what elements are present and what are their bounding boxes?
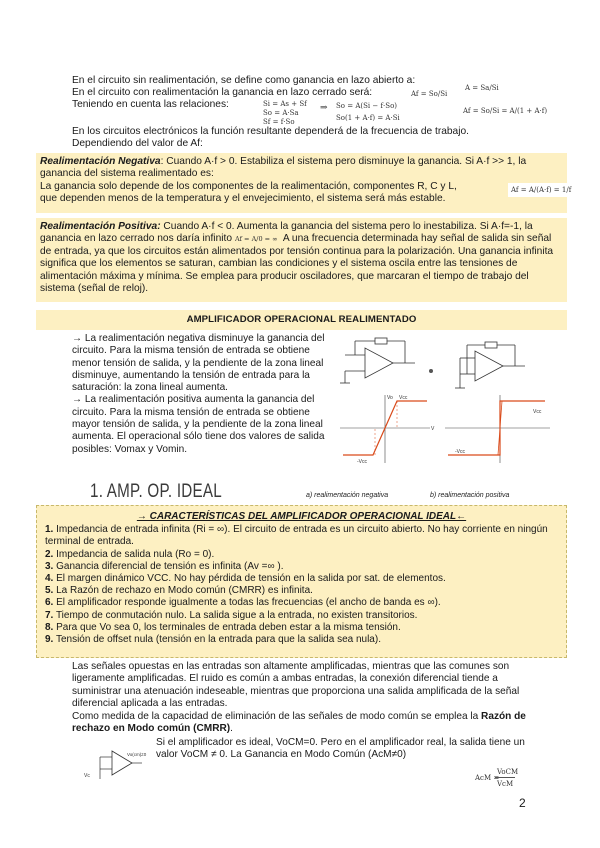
common-mode-ideal-text: Si el amplificador es ideal, VoCM=0. Pero en el amplificador real, la salida tiene un valor VoCM ≠ 0. La Ganancia en Modo Común (AcM≠0): [156, 737, 525, 761]
formula-af-result: Af = So/Si = A/(1 + A·f): [463, 107, 548, 115]
opamp-negative-circuit: [340, 338, 415, 383]
positive-feedback-text: Realimentación Positiva: Cuando A·f < 0. Aumenta la ganancia del sistema pero lo inestabiliza. Si A·f=-1, la ganancia en lazo cerrado nos daría infinito Af = A/0 = ∞ A una frecuencia determinada hay señal de salida sin señal de entrada, ya que los circuitos están alimentados por tensión continua para la polarización. Una ganancia infinita significa que los elementos se saturan, cambian las condiciones y el sistema oscila entre las tensiones de alimentación máxima y mínima. Se emplea para producir osciladores, que marcaran el tiempo de trabajo del sistema (señal de reloj).: [40, 221, 554, 295]
list-item: 2. Impedancia de salida nula (Ro = 0).: [45, 548, 215, 560]
common-mode-paragraph-1: Las señales opuestas en las entradas son altamente amplificadas, mientras que las comunes son ligeramente amplificadas. El ruido es común a ambas entradas, la conexión diferencial tiende a suministrar una atenuación indeseable, mientras que proporciona una salida amplificada de la señal diferencial aplicada a las entradas.: [72, 661, 520, 710]
list-item: 1. Impedancia de entrada infinita (Ri = ∞). El circuito de entrada es un circuito abierto. No hay corriente en ningún terminal de entrada.: [45, 524, 548, 548]
list-item: 3. Ganancia diferencial de tensión es infinita (Av =∞ ).: [45, 560, 284, 572]
formula-relations-3: Sf = f·So: [263, 118, 295, 126]
cmrr-term: Razón de rechazo en Modo común (CMRR): [72, 710, 526, 735]
intro-line-2: En el circuito con realimentación la ganancia en lazo cerrado será:: [72, 87, 373, 98]
positive-feedback-label: Realimentación Positiva:: [40, 221, 161, 232]
fraction-bar: [495, 777, 515, 778]
feedback-diagrams: [335, 333, 565, 483]
caption-positive: b) realimentación positiva: [430, 492, 510, 499]
common-mode-opamp-diagram: [80, 745, 155, 785]
formula-negative-approx: Af = A/(A·f) = 1/f: [508, 183, 574, 197]
formula-implies: ⇒: [320, 103, 328, 113]
feedback-positive-paragraph: → La realimentación positiva aumenta la ganancia del circuito. Para la misma tensión de entrada se obtiene mayor tensión de salida, y la pendiente de la zona lineal aumenta. El operacional sólo tiene dos valores de salida posibles: Vomax y Vomin.: [72, 394, 325, 455]
negative-feedback-text-1: Realimentación Negativa: Cuando A·f > 0. Estabiliza el sistema pero disminuye la ganancia. Si A·f >> 1, la ganancia del sistema realimentado es:: [40, 156, 527, 180]
vcc-label-b: Vcc: [533, 409, 542, 415]
input-label: Vc: [84, 773, 90, 779]
formula-a-open: A = Sa/Si: [465, 84, 499, 92]
intro-line-1: En el circuito sin realimentación, se define como ganancia en lazo abierto a:: [72, 75, 416, 86]
ideal-characteristics-box: [36, 505, 567, 658]
output-label: Vo(cm)≠0: [127, 752, 147, 757]
intro-line-5: Dependiendo del valor de Af:: [72, 138, 203, 149]
page-number: 2: [519, 796, 526, 810]
formula-relations-result-1: So = A(Si − f·So): [336, 102, 398, 110]
characteristics-title: → CARACTERÍSTICAS DEL AMPLIFICADOR OPERACIONAL IDEAL←: [136, 511, 467, 522]
list-item: 4. El margen dinámico VCC. No hay pérdida de tensión en la salida por sat. de elementos.: [45, 573, 446, 585]
caption-negative: a) realimentación negativa: [306, 492, 389, 499]
formula-relations-2: So = A·Sa: [263, 109, 299, 117]
opamp-positive-circuit: [455, 342, 525, 388]
negative-feedback-box: [36, 153, 572, 213]
acm-formula-numerator: VoCM: [497, 768, 519, 776]
list-item: 9. Tensión de offset nula (tensión en la entrada para que la salida sea nula).: [45, 634, 381, 646]
transfer-curve-positive: [445, 395, 550, 463]
characteristics-list: [45, 524, 558, 646]
axis-vo-label-a: Vo: [387, 395, 393, 401]
intro-line-3: Teniendo en cuenta las relaciones:: [72, 99, 229, 110]
formula-relations-1: Si = As + Sf: [263, 100, 307, 108]
positive-feedback-box: [36, 218, 567, 302]
formula-positive-infinite: Af = A/0 = ∞: [235, 235, 278, 244]
negative-feedback-label: Realimentación Negativa: [40, 156, 161, 167]
circuit-dot-icon: [429, 369, 433, 373]
vee-label-a: -Vcc: [357, 459, 367, 465]
formula-af-closed: Af = So/Si: [411, 90, 448, 98]
vee-label-b: -Vcc: [455, 449, 465, 455]
list-item: 5. La Razón de rechazo en Modo común (CMRR) es infinita.: [45, 585, 313, 597]
axis-v-label-a: V: [431, 426, 435, 432]
list-item: 8. Para que Vo sea 0, los terminales de entrada deben estar a la misma tensión.: [45, 621, 401, 633]
list-item: 7. Tiempo de conmutación nulo. La salida sigue a la entrada, no existen transitorios.: [45, 609, 418, 621]
negative-feedback-text-2: La ganancia solo depende de los componentes de la realimentación, componentes R, C y L, que dependen menos de la temperatura y el envejecimiento, el sistema será más estable.: [40, 180, 457, 205]
vcc-label-a: Vcc: [399, 395, 408, 401]
section-title: AMPLIFICADOR OPERACIONAL REALIMENTADO: [36, 310, 567, 330]
common-mode-text: [72, 661, 542, 735]
intro-line-4: En los circuitos electrónicos la función resultante dependerá de la frecuencia de trabajo.: [72, 126, 469, 137]
list-item: 6. El amplificador responde igualmente a todas las frecuencias (el ancho de banda es ∞).: [45, 597, 441, 609]
feedback-negative-paragraph: → La realimentación negativa disminuye la ganancia del circuito. Para la misma tensión de entrada se obtiene menor tensión de salida, y la pendiente de la zona lineal disminuye, aumentando la tensión de entrada para la saturación: la zona lineal aumenta.: [72, 333, 325, 394]
transfer-curve-negative: [340, 395, 435, 465]
acm-formula-denominator: VcM: [497, 780, 514, 788]
formula-relations-result-2: So(1 + A·f) = A·Si: [336, 114, 400, 122]
common-mode-paragraph-2: Como medida de la capacidad de eliminación de las señales de modo común se emplea la Razón de rechazo en Modo común (CMRR).: [72, 710, 526, 735]
heading-amp-op-ideal: 1. AMP. OP. IDEAL: [90, 481, 222, 502]
acm-formula-lhs: AcM =: [475, 774, 500, 782]
feedback-description: [72, 333, 330, 456]
